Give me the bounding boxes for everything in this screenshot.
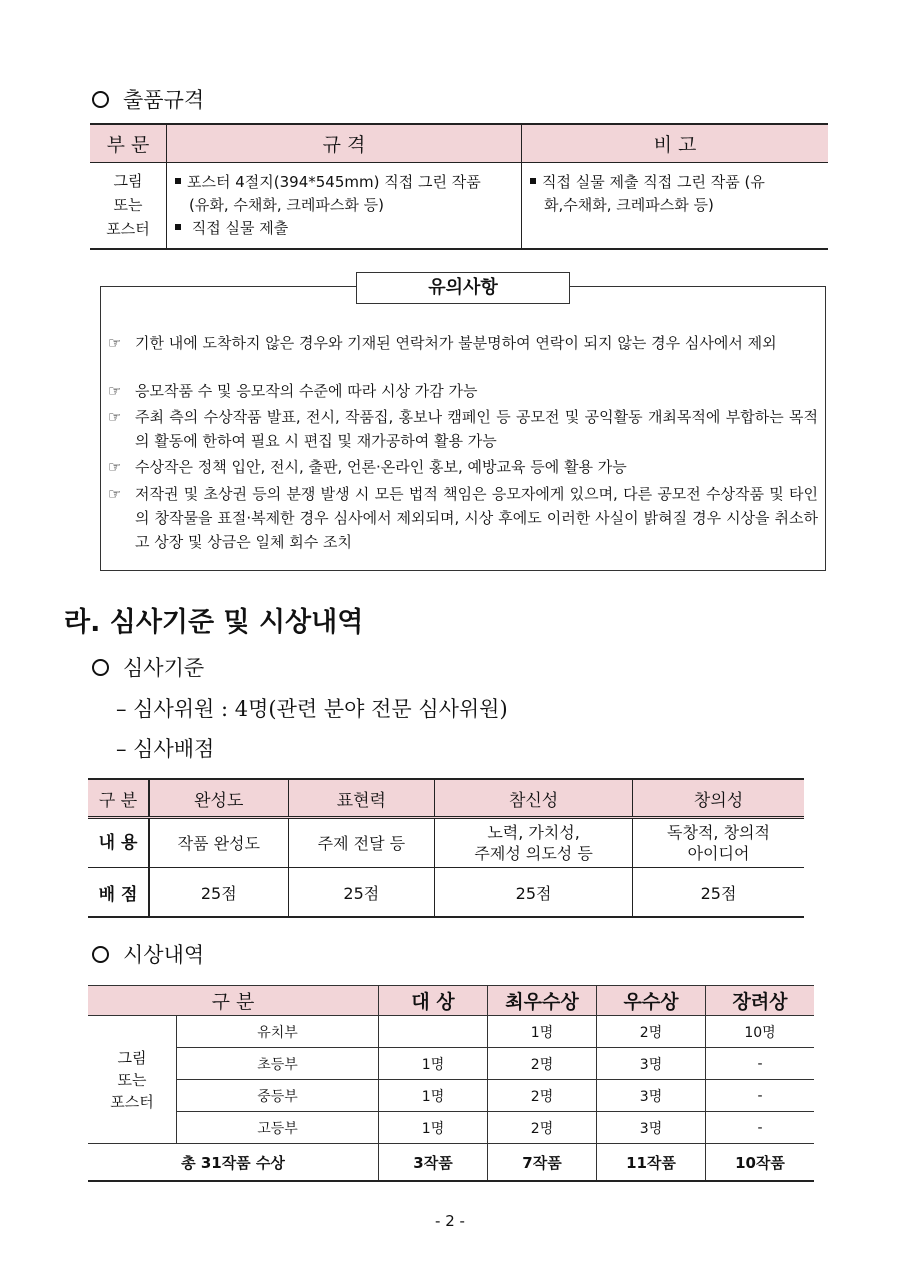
scoring-line: – 심사배점: [116, 737, 215, 761]
awards-count-cell: [379, 1016, 488, 1048]
page-number: - 2 -: [435, 1212, 465, 1230]
awards-header-cell: 우수상: [597, 986, 706, 1016]
awards-total-cell: 11작품: [597, 1144, 706, 1182]
square-bullet-icon: [530, 178, 536, 184]
criteria-header-cell: 표현력: [288, 779, 435, 818]
section-title: 라. 심사기준 및 시상내역: [64, 607, 364, 638]
awards-count-cell: 1명: [379, 1080, 488, 1112]
criteria-header-label: 구 분: [88, 779, 149, 818]
circle-bullet-icon: [92, 91, 109, 108]
content-row-label: 내 용: [88, 818, 149, 868]
entry-spec-heading: 출품규격: [92, 84, 204, 114]
score-cell: 25점: [435, 868, 633, 918]
score-cell: 25점: [149, 868, 288, 918]
spec-header-spec: 규 격: [167, 124, 522, 163]
note-item: ☞ 저작권 및 초상권 등의 분쟁 발생 시 모든 법적 책임은 응모자에게 있으며, 다른 공모전 수상작품 및 타인의 창작물을 표절·복제한 경우 심사에서 제외되며, 시상 후에도 이러한 사실이 밝혀질 경우 시상을 취소하고 상장 및 상금은 일체 회수 조치: [108, 482, 818, 554]
spec-category-cell: 그림 또는 포스터: [90, 163, 167, 249]
spec-item: 직접 실물 제출: [175, 217, 515, 240]
awards-level-cell: 초등부: [177, 1048, 379, 1080]
content-cell: 독창적, 창의적 아이디어: [633, 818, 804, 868]
awards-header-cell: 장려상: [706, 986, 815, 1016]
pointing-hand-icon: ☞: [108, 382, 122, 400]
criteria-header-cell: 창의성: [633, 779, 804, 818]
awards-total-cell: 7작품: [488, 1144, 597, 1182]
content-cell: 노력, 가치성, 주제성 의도성 등: [435, 818, 633, 868]
awards-count-cell: -: [706, 1080, 815, 1112]
pointing-hand-icon: ☞: [108, 485, 122, 503]
content-cell: 주제 전달 등: [288, 818, 435, 868]
awards-category-cell: 그림 또는 포스터: [88, 1016, 177, 1144]
awards-total-cell: 10작품: [706, 1144, 815, 1182]
awards-count-cell: 1명: [379, 1048, 488, 1080]
note-item: ☞ 수상작은 정책 입안, 전시, 출판, 언론·온라인 홍보, 예방교육 등에 활용 가능: [108, 455, 818, 479]
awards-level-cell: 고등부: [177, 1112, 379, 1144]
awards-header-cell: 대 상: [379, 986, 488, 1016]
circle-bullet-icon: [92, 659, 109, 676]
score-cell: 25점: [288, 868, 435, 918]
spec-detail-cell: 포스터 4절지(394*545mm) 직접 그린 작품 (유화, 수채화, 크레파스화 등) 직접 실물 제출: [167, 163, 522, 249]
pointing-hand-icon: ☞: [108, 334, 122, 352]
content-cell: 작품 완성도: [149, 818, 288, 868]
awards-total-cell: 3작품: [379, 1144, 488, 1182]
awards-count-cell: 2명: [488, 1112, 597, 1144]
pointing-hand-icon: ☞: [108, 408, 122, 426]
notes-title: 유의사항: [356, 272, 570, 304]
spec-item: 포스터 4절지(394*545mm) 직접 그린 작품: [175, 171, 515, 194]
awards-count-cell: 2명: [488, 1048, 597, 1080]
criteria-heading: 심사기준: [92, 652, 204, 682]
pointing-hand-icon: ☞: [108, 458, 122, 476]
awards-header-cell: 최우수상: [488, 986, 597, 1016]
awards-count-cell: 3명: [597, 1080, 706, 1112]
judges-line: – 심사위원 : 4명(관련 분야 전문 심사위원): [116, 697, 508, 721]
awards-total-label: 총 31작품 수상: [88, 1144, 379, 1182]
awards-count-cell: 2명: [488, 1080, 597, 1112]
awards-heading: 시상내역: [92, 939, 204, 969]
awards-count-cell: 10명: [706, 1016, 815, 1048]
awards-level-cell: 유치부: [177, 1016, 379, 1048]
awards-header-category: 구 분: [88, 986, 379, 1016]
square-bullet-icon: [175, 178, 181, 184]
awards-count-cell: 3명: [597, 1048, 706, 1080]
criteria-header-cell: 완성도: [149, 779, 288, 818]
awards-table: [88, 985, 814, 1182]
spec-header-category: 부 문: [90, 124, 167, 163]
awards-count-cell: 1명: [379, 1112, 488, 1144]
note-item: ☞ 주최 측의 수상작품 발표, 전시, 작품집, 홍보나 캠페인 등 공모전 및 공익활동 개최목적에 부합하는 목적의 활동에 한하여 필요 시 편집 및 재가공하여 활용 가능: [108, 405, 818, 453]
spec-header-remarks: 비 고: [522, 124, 829, 163]
awards-count-cell: 2명: [597, 1016, 706, 1048]
criteria-table: [88, 778, 804, 918]
entry-spec-table: [90, 123, 828, 250]
score-row-label: 배 점: [88, 868, 149, 918]
circle-bullet-icon: [92, 946, 109, 963]
spec-remarks-cell: 직접 실물 제출 직접 그린 작품 (유 화,수채화, 크레파스화 등): [522, 163, 829, 249]
note-item: ☞ 기한 내에 도착하지 않은 경우와 기재된 연락처가 불분명하여 연락이 되지 않는 경우 심사에서 제외: [108, 331, 818, 355]
awards-count-cell: -: [706, 1112, 815, 1144]
score-cell: 25점: [633, 868, 804, 918]
note-item: ☞ 응모작품 수 및 응모작의 수준에 따라 시상 가감 가능: [108, 379, 818, 403]
awards-count-cell: 3명: [597, 1112, 706, 1144]
awards-count-cell: 1명: [488, 1016, 597, 1048]
criteria-header-cell: 참신성: [435, 779, 633, 818]
awards-level-cell: 중등부: [177, 1080, 379, 1112]
awards-count-cell: -: [706, 1048, 815, 1080]
square-bullet-icon: [175, 224, 181, 230]
